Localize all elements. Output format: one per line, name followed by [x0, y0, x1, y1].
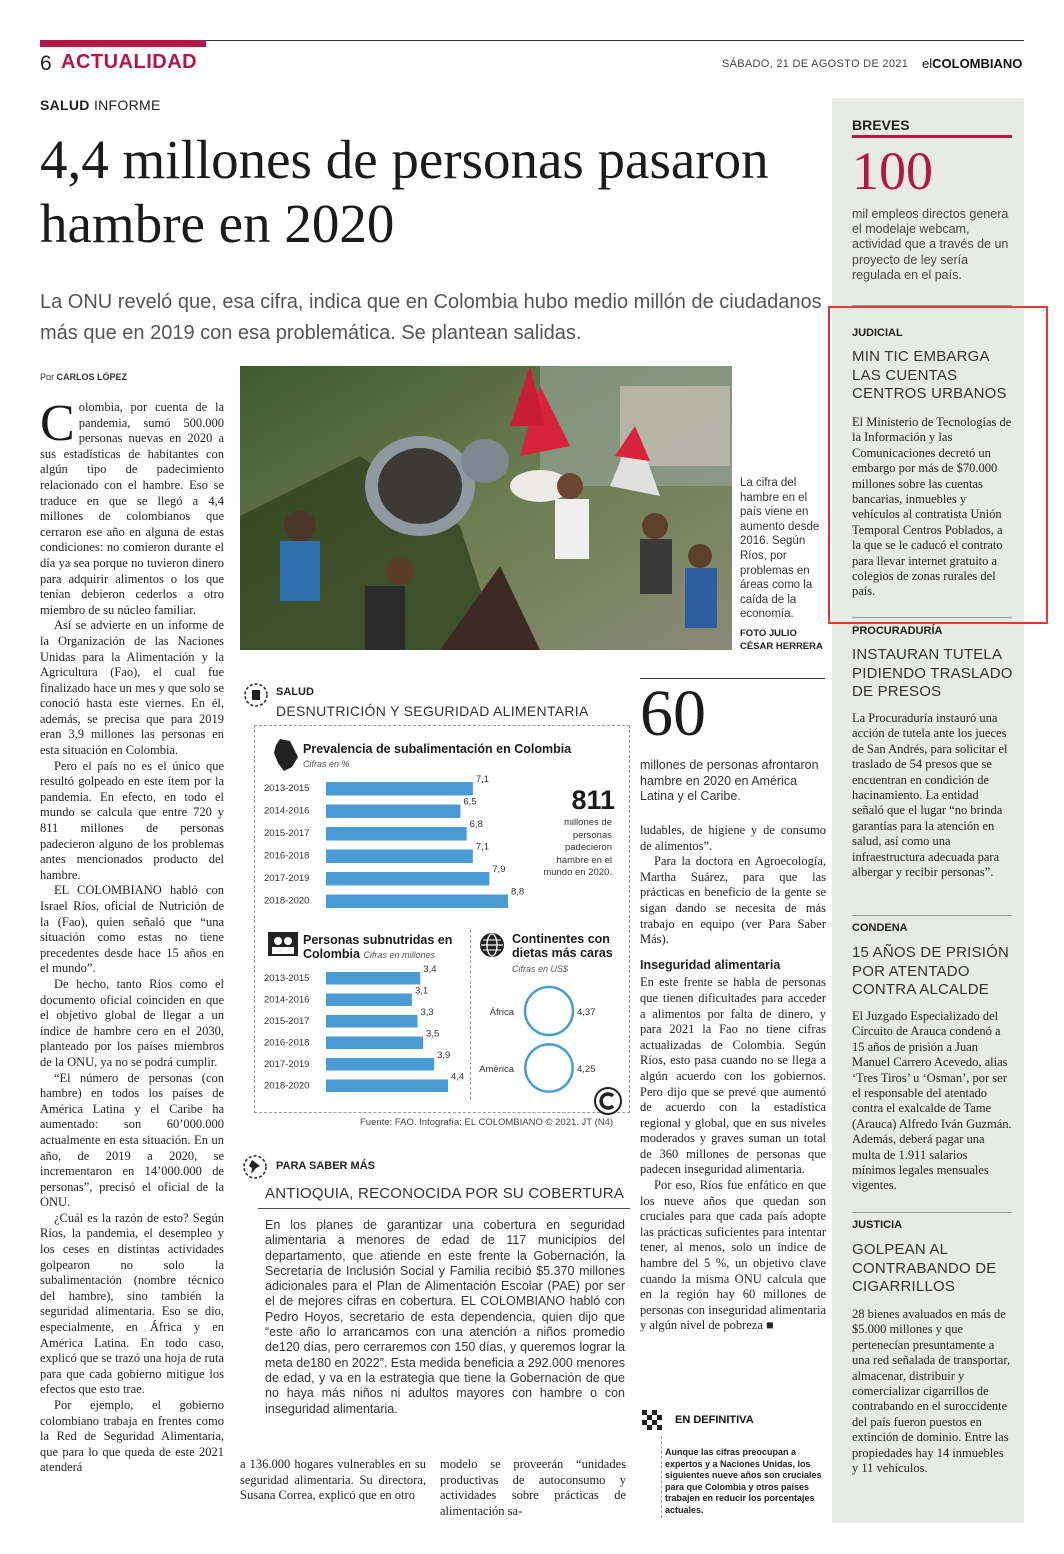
infographic-source: Fuente: FAO. Infografía: EL COLOMBIANO © 2021. JT (N4): [360, 1117, 614, 1128]
stat-60: 60: [640, 677, 706, 750]
article-column-2-bottom: [240, 1457, 426, 1527]
chart2-value-label: 3,5: [426, 1028, 440, 1040]
chart2-title-text: Personas subnutridas en Colombia: [303, 933, 453, 961]
paragraph-text: olombia, por cuenta de la pandemia, sumó 500.000 personas nuevas en 2020 a sus estadísticas de habitantes con algún tipo de padecimiento relacionado con el hambre. Eso se traduce en que se llegó a 4,4 millones de colombianos que cerraron ese año en alguna de estas condiciones: no comieron durante el día ya sea porque no tuvieron dinero para adquirir alimentos o los que tenían debieron cederlos a otro miembro de su núcleo familiar.: [40, 400, 224, 617]
breves-label: BREVES: [852, 117, 910, 133]
paragraph: [40, 395, 224, 618]
photo-caption: La cifra del hambre en el país viene en aumento desde 2016. Según Ríos, por problemas en áreas como la caída de la economía.: [740, 477, 820, 621]
chart2-subtitle: Cifras en millones: [363, 950, 435, 960]
paragraph-text: Así se advierte en un informe de la Organización de las Naciones Unidas para la Alimentación y la Agricultura (Fao), el cual fue finalizado hace un mes y que solo se conoció hasta este viernes. En él, además, se precisa que para 2019 eran 3,9 millones las personas en esta situación en Colombia.: [40, 618, 224, 758]
brief-2-title: INSTAURAN TUTELA PIDIENDO TRASLADO DE PRESOS: [852, 646, 1013, 700]
chart-divider: [470, 930, 472, 1100]
infographic-title: DESNUTRICIÓN Y SEGURIDAD ALIMENTARIA: [276, 703, 589, 719]
photo-credit: FOTO JULIO CÉSAR HERRERA: [740, 628, 823, 652]
para-saber-kicker: PARA SABER MÁS: [276, 1160, 376, 1172]
paragraph-text: Pero el país no es el único que resultó golpeado en este ítem por la pandemia. En efecto, en todo el mundo se calcula que entre 720 y 811 millones de personas padecieron alguno de los problemas antes mencionados producto del hambre.: [40, 758, 224, 882]
issue-date: SÁBADO, 21 DE AGOSTO DE 2021: [722, 58, 909, 70]
breves-stat-text: mil empleos directos genera el modelaje webcam, actividad que a través de un proyecto de ley sería regulada en el país.: [852, 207, 1009, 282]
article-column-3: [640, 823, 826, 1389]
paragraph-text: “El número de personas (con hambre) en todos los países de América Latina y el Caribe ha aumentado: son 60’000.000 actualmente en esta situación. En un año, de 2019 a 2020, se incrementaron en 14’000.000 de personas”, precisó el oficial de la ONU.: [40, 1070, 224, 1210]
article-column-3-bottom: [440, 1457, 626, 1527]
para-saber-rule: [258, 1208, 630, 1209]
chart2-tick-label: 2013-2015: [264, 973, 310, 984]
brand-logo: [922, 56, 1022, 71]
kicker-type: INFORME: [93, 97, 161, 113]
chart2-value-label: 3,1: [414, 985, 429, 997]
pin-icon: [243, 1155, 267, 1179]
para-saber-title: ANTIOQUIA, RECONOCIDA POR SU COBERTURA: [265, 1185, 625, 1202]
chart1-bar: [326, 895, 508, 909]
chart1-tick-label: 2014-2016: [264, 805, 310, 817]
paragraph: [40, 977, 224, 1071]
chart3-title: Continentes con dietas más caras: [512, 932, 613, 960]
globe-icon: [479, 932, 505, 958]
chart3-value-label: 4,25: [577, 1064, 596, 1075]
chart2-tick-label: 2017-2019: [264, 1059, 310, 1070]
sidebar-divider: [852, 1212, 1012, 1213]
chart2-bar: [326, 1058, 434, 1071]
chart1-bar: [326, 872, 489, 886]
checkered-icon: [642, 1410, 662, 1430]
chart3-bubble: [525, 987, 573, 1035]
paragraph: [40, 759, 224, 884]
article-column-1: [40, 395, 224, 1520]
paragraph-text: ¿Cuál es la razón de esto? Según Ríos, la pandemia, el desempleo y los ceses en distintas actividades golpearon no solo la subalimentación (nombre técnico del hambre), sino también la seguridad alimentaria. Eso se dio, especialmente, en África y en América Latina. En todo caso, explicó que se trazó una hoja de ruta para que cada gobierno mitigue los efectos que esto trae.: [40, 1210, 224, 1397]
headline: 4,4 millones de personas pasaron hambre en 2020: [40, 129, 769, 254]
chart1-subtitle: Cifras en %: [303, 759, 350, 769]
chart2-value-label: 3,4: [423, 964, 437, 975]
paragraph: [640, 975, 826, 1178]
brief-3-kicker: CONDENA: [852, 922, 908, 934]
chart2-bar: [326, 1080, 448, 1093]
chart1-value-label: 6,8: [469, 819, 483, 830]
chart3-value-label: 4,37: [577, 1007, 596, 1018]
chart1-bars: [262, 774, 532, 914]
drop-cap: C: [40, 395, 75, 452]
en-definitiva-title: EN DEFINITIVA: [675, 1414, 754, 1426]
brief-1-kicker: JUDICIAL: [852, 327, 903, 339]
paragraph: modelo se proveerán “unidades productivas de autoconsumo y actividades sobre prácticas de alimentación sa-: [440, 1457, 626, 1518]
paragraph-text: Por eso, Ríos fue enfático en que los nueve años que quedan son cruciales para que cada país adopte las prácticas suficientes para intentar tener, al menos, solo un índice de hambre del 5 %, un objetivo clave cuando la misma ONU calcula que en la región hay 60 millones de personas con inseguridad alimentaria y algún nivel de pobreza ■: [640, 1178, 826, 1333]
paragraph: [640, 1178, 826, 1334]
brand-name: COLOMBIANO: [932, 56, 1023, 71]
section-heading: Inseguridad alimentaria: [640, 957, 781, 972]
byline: [40, 372, 127, 382]
chart3-subtitle: Cifras en US$: [512, 964, 569, 974]
sidebar-divider: [852, 915, 1012, 916]
paragraph: a 136.000 hogares vulnerables en su seguridad alimentaria. Su directora, Susana Correa, explicó que en otro: [240, 1457, 426, 1503]
chart2-value-label: 3,3: [420, 1007, 434, 1018]
infographic-kicker: SALUD: [276, 686, 314, 698]
chart1-value-label: 7,9: [492, 864, 506, 875]
para-saber-body: En los planes de garantizar una cobertura en seguridad alimentaria a menores de edad de 117 municipios del departamento, que atiende en este frente la Gobernación, la Secretaría de Inclusión Social y Familia recibió $5.370 millones adicionales para el Plan de Alimentación Escolar (PAE) por ser el de mejores cifras en cobertura. EL COLOMBIANO habló con Pedro Hoyos, secretario de esta dependencia, quien dijo que “este año lo arrancamos con una atención a niños promedio de120 días, pero cerraremos con 150 días, y queremos lograr la meta de180 en 2022”. Esta medida beneficia a 292.000 menores de edad, y va en la estrategia que tiene la Gobernación de que no haya más niños ni adultos mayores con hambre o con inseguridad alimentaria.: [265, 1218, 625, 1416]
infographic-icon: [244, 683, 268, 707]
big-stat-text: millones de personas padecieron hambre en el mundo en 2020.: [543, 817, 612, 878]
chart2-bar: [326, 972, 420, 985]
chart2-tick-label: 2015-2017: [264, 1016, 310, 1027]
en-definitiva-text: Aunque las cifras preocupan a expertos y a Naciones Unidas, los siguientes nueve años son cruciales para que Colombia y otros países trabajen en reducir los porcentajes actuales.: [665, 1447, 822, 1515]
chart1-title: Prevalencia de subalimentación en Colombia: [303, 742, 572, 756]
article-kicker: [40, 97, 161, 113]
chart2-tick-label: 2016-2018: [264, 1037, 310, 1049]
stat-60-text: millones de personas afrontaron hambre en 2020 en América Latina y el Caribe.: [640, 758, 819, 803]
chart1-value-label: 8,8: [511, 886, 525, 898]
paragraph-text: Para la doctora en Agroecología, Martha Suárez, para que las prácticas en beneficio de la gente se sigan dando se necesita de más trabajo en equipo (ver Para Saber Más).: [640, 854, 826, 947]
brief-4-title: GOLPEAN AL CONTRABANDO DE CIGARRILLOS: [852, 1241, 997, 1295]
paragraph-text: ludables, de higiene y de consumo de alimentos”.: [640, 823, 826, 853]
byline-author: CARLOS LÓPEZ: [56, 372, 128, 382]
chart2-bar: [326, 1015, 418, 1028]
protest-photo-illustration: [240, 366, 732, 650]
page-number: 6: [40, 52, 52, 75]
brand-prefix: el: [922, 56, 933, 71]
paragraph-text: EL COLOMBIANO habló con Israel Ríos, oficial de Nutrición de la (Fao), quien señaló que “una situación como estas no tiene precedentes desde hace 15 años en el mundo”.: [40, 883, 224, 976]
brief-1-body: El Ministerio de Tecnologías de la Información y las Comunicaciones decretó un embargo por más de $70.000 millones sobre las cuentas bancarias, inmuebles y vehículos al contratista Unión Temporal Centros Poblados, a la que se le caducó el contrato para llevar internet gratuito a colegios de zonas rurales del país.: [852, 415, 1012, 599]
paragraph-text: De hecho, tanto Ríos como el documento oficial coinciden en que el objetivo global de llegar a un índice de hambre cero en el 2030, planteado por los países miembros de la ONU, ya no se podrá cumplir.: [40, 976, 224, 1069]
chart2-tick-label: 2014-2016: [264, 994, 310, 1006]
breves-stat: 100: [852, 141, 933, 201]
chart2-tick-label: 2018-2020: [264, 1080, 310, 1092]
chart1-bar: [326, 850, 473, 864]
brief-2-body: La Procuraduría instauró una acción de tutela ante los jueces de San Andrés, para solicitar el traslado de 54 presos que se encuentran en condición de hacinamiento. La entidad señaló que el lugar “no brinda garantías para la atención en salud, así como una infraestructura adecuada para albergar y recibir personas”.: [852, 711, 1008, 880]
breves-rule: [852, 135, 1012, 138]
people-icon: [268, 932, 298, 956]
byline-prefix: Por: [40, 372, 55, 382]
brief-3-body: El Juzgado Especializado del Circuito de Arauca condenó a 15 años de prisión a Juan Manuel Carrero Acevedo, alias ‘Tres Tiros’ u ‘Osman’, por ser el responsable del atentado contra el exalcalde de Tame (Arauca) Alfredo Iván Guzmán. Además, deberá pagar una multa de 1.911 salarios mínimos legales mensuales vigentes.: [852, 1009, 1012, 1193]
section-name: ACTUALIDAD: [61, 51, 198, 73]
section-accent-bar: [40, 40, 206, 47]
chart1-tick-label: 2018-2020: [264, 895, 310, 907]
paragraph: [40, 618, 224, 758]
chart2-bar: [326, 994, 412, 1007]
chart2-bars: [262, 964, 465, 1106]
chart1-tick-label: 2017-2019: [264, 873, 310, 884]
el-colombiano-seal-icon: [594, 1087, 622, 1115]
subheadline: La ONU reveló que, esa cifra, indica que en Colombia hubo medio millón de ciudadanos más que en 2019 con esa problemática. Se plantean salidas.: [40, 291, 822, 344]
big-stat: 811: [571, 785, 615, 815]
paragraph: [40, 1398, 224, 1476]
chart2-value-label: 3,9: [437, 1050, 451, 1061]
chart3-category-label: África: [489, 1007, 514, 1018]
chart1-tick-label: 2016-2018: [264, 850, 310, 862]
brief-4-body: 28 bienes avaluados en más de $5.000 millones y que pertenecían presuntamente a una red señalada de transportar, almacenar, distribuir y comercializar cigarrillos de contrabando en el suroccidente del país fueron puestos en extinción de dominio. Entre las propiedades hay 14 inmuebles y 11 vehículos.: [852, 1307, 1011, 1476]
chart1-value-label: 7,1: [475, 774, 490, 785]
chart1-tick-label: 2015-2017: [264, 828, 310, 839]
kicker-topic: SALUD: [40, 97, 90, 113]
brief-3-title: 15 AÑOS DE PRISIÓN POR ATENTADO CONTRA ALCALDE: [852, 944, 1009, 998]
chart2-title: [303, 933, 463, 962]
highlight-box: [828, 306, 1048, 624]
paragraph: [40, 1071, 224, 1211]
colombia-map-icon: [270, 737, 300, 773]
brief-2-kicker: PROCURADURÍA: [852, 625, 943, 637]
paragraph: [40, 1211, 224, 1398]
brief-1-title: MIN TIC EMBARGA LAS CUENTAS CENTROS URBANOS: [852, 348, 1007, 402]
chart1-tick-label: 2013-2015: [264, 783, 310, 794]
chart1-value-label: 7,1: [475, 841, 490, 853]
chart2-bar: [326, 1037, 423, 1050]
paragraph-text: En este frente se habla de personas que tienen dificultades para acceder a alimentos por falta de dinero, y para 2021 la Fao no tiene cifras actualizadas de Colombia. Según Ríos, esto pasa cuando no se llega a algún acuerdo con los gobiernos. Pero dijo que se prevé que aumentó de acuerdo con la estadística regional y global, que en sus niveles moderados y graves suman un total de 360 millones de personas que padecen inseguridad alimentaria.: [640, 975, 826, 1177]
chart3-bubble: [525, 1044, 572, 1091]
article-photo: [240, 366, 732, 650]
chart1-bar: [326, 827, 467, 841]
chart2-value-label: 4,4: [451, 1071, 465, 1083]
paragraph: [640, 823, 826, 854]
chart1-bar: [326, 805, 460, 819]
chart3-category-label: América: [479, 1064, 514, 1075]
chart1-value-label: 6,5: [463, 796, 477, 808]
paragraph: [40, 883, 224, 977]
brief-4-kicker: JUSTICIA: [852, 1219, 903, 1231]
chart1-bar: [326, 782, 473, 796]
paragraph: [640, 854, 826, 948]
paragraph-text: Por ejemplo, el gobierno colombiano trabaja en frentes como la Red de Seguridad Alimentaria, que para lo que queda de este 2021 atenderá: [40, 1398, 224, 1475]
